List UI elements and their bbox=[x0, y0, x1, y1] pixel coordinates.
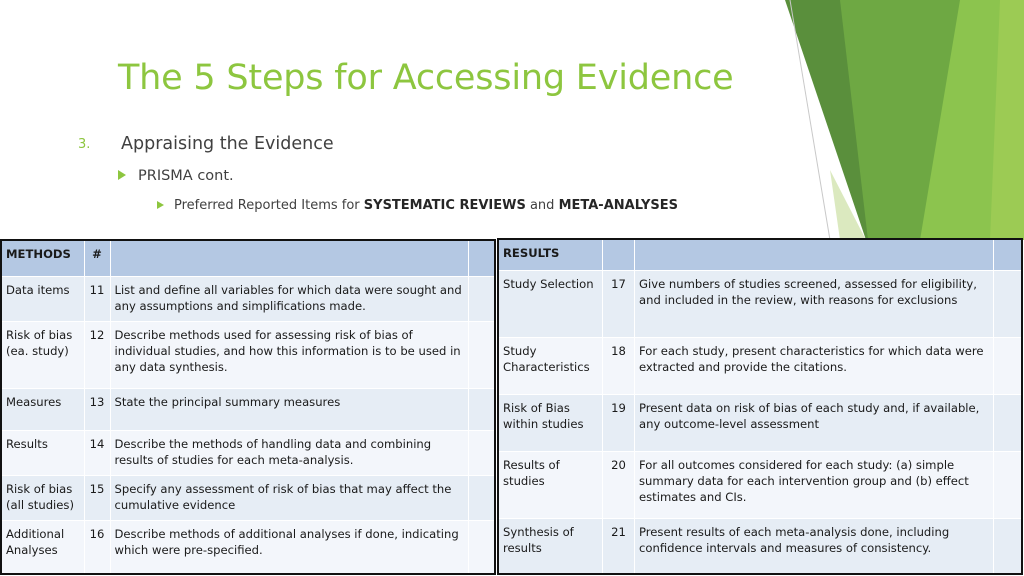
table-row bbox=[498, 451, 1022, 518]
empty-cell bbox=[994, 518, 1022, 574]
description-cell: Describe methods used for assessing risk of bias of individual studies, and how this information is to be used in any data synthesis. bbox=[110, 321, 468, 388]
item-number-cell: 13 bbox=[84, 388, 110, 430]
bullet-level1-text: Appraising the Evidence bbox=[121, 134, 334, 154]
table-row bbox=[498, 270, 1022, 337]
empty-cell bbox=[468, 321, 495, 388]
section-cell: Measures bbox=[1, 388, 84, 430]
section-cell: Synthesis of results bbox=[498, 518, 602, 574]
section-cell: Study Characteristics bbox=[498, 337, 602, 394]
description-cell: Present data on risk of bias of each study and, if available, any outcome-level assessment bbox=[635, 394, 994, 451]
section-cell: Results bbox=[1, 430, 84, 475]
description-cell: Give numbers of studies screened, assessed for eligibility, and included in the review, with reasons for exclusions bbox=[635, 270, 994, 337]
triangle-bullet-icon bbox=[157, 201, 164, 209]
section-cell: Results of studies bbox=[498, 451, 602, 518]
table-row bbox=[1, 520, 495, 574]
header-cell bbox=[602, 239, 634, 270]
header-cell: METHODS bbox=[1, 240, 84, 276]
bullet-level2-text: PRISMA cont. bbox=[138, 168, 234, 184]
item-number-cell: 11 bbox=[84, 276, 110, 321]
item-number-cell: 20 bbox=[602, 451, 634, 518]
description-cell: State the principal summary measures bbox=[110, 388, 468, 430]
header-cell bbox=[468, 240, 495, 276]
bullet-level3-bold-systematic: SYSTEMATIC REVIEWS bbox=[363, 198, 526, 213]
description-cell: Describe the methods of handling data and combining results of studies for each meta-analysis. bbox=[110, 430, 468, 475]
empty-cell bbox=[468, 276, 495, 321]
item-number-cell: 14 bbox=[84, 430, 110, 475]
header-cell bbox=[635, 239, 994, 270]
description-cell: Present results of each meta-analysis done, including confidence intervals and measures of consistency. bbox=[635, 518, 994, 574]
table-row bbox=[1, 321, 495, 388]
item-number-cell: 15 bbox=[84, 475, 110, 520]
methods-table bbox=[0, 239, 496, 575]
table-row bbox=[498, 518, 1022, 574]
table-row bbox=[1, 430, 495, 475]
description-cell: Specify any assessment of risk of bias that may affect the cumulative evidence bbox=[110, 475, 468, 520]
description-cell: Describe methods of additional analyses if done, indicating which were pre-specified. bbox=[110, 520, 468, 574]
empty-cell bbox=[468, 475, 495, 520]
slide-title: The 5 Steps for Accessing Evidence bbox=[118, 58, 734, 98]
section-cell: Risk of Bias within studies bbox=[498, 394, 602, 451]
description-cell: List and define all variables for which data were sought and any assumptions and simplifications made. bbox=[110, 276, 468, 321]
empty-cell bbox=[468, 388, 495, 430]
bullet-level2 bbox=[118, 168, 234, 184]
header-cell bbox=[994, 239, 1022, 270]
bullet-level3-mid: and bbox=[525, 198, 559, 213]
description-cell: For each study, present characteristics for which data were extracted and provide the citations. bbox=[635, 337, 994, 394]
empty-cell bbox=[994, 394, 1022, 451]
header-cell: # bbox=[84, 240, 110, 276]
item-number-cell: 18 bbox=[602, 337, 634, 394]
section-cell: Risk of bias (all studies) bbox=[1, 475, 84, 520]
item-number-cell: 21 bbox=[602, 518, 634, 574]
item-number-cell: 17 bbox=[602, 270, 634, 337]
empty-cell bbox=[994, 451, 1022, 518]
bullet-level3 bbox=[157, 198, 678, 213]
table-row bbox=[1, 388, 495, 430]
bullet-number: 3. bbox=[78, 137, 91, 152]
table-row bbox=[1, 276, 495, 321]
empty-cell bbox=[468, 430, 495, 475]
item-number-cell: 16 bbox=[84, 520, 110, 574]
triangle-bullet-icon bbox=[118, 170, 126, 180]
empty-cell bbox=[468, 520, 495, 574]
section-cell: Risk of bias (ea. study) bbox=[1, 321, 84, 388]
table-row bbox=[498, 337, 1022, 394]
item-number-cell: 12 bbox=[84, 321, 110, 388]
empty-cell bbox=[994, 337, 1022, 394]
empty-cell bbox=[994, 270, 1022, 337]
bullet-level3-prefix: Preferred Reported Items for bbox=[174, 198, 364, 213]
bullet-level1 bbox=[78, 134, 334, 154]
section-cell: Study Selection bbox=[498, 270, 602, 337]
results-table bbox=[497, 238, 1023, 575]
table-header-row bbox=[1, 240, 495, 276]
bullet-level3-bold-meta: META-ANALYSES bbox=[558, 198, 678, 213]
header-cell bbox=[110, 240, 468, 276]
item-number-cell: 19 bbox=[602, 394, 634, 451]
section-cell: Additional Analyses bbox=[1, 520, 84, 574]
table-row bbox=[1, 475, 495, 520]
table-row bbox=[498, 394, 1022, 451]
section-cell: Data items bbox=[1, 276, 84, 321]
header-cell: RESULTS bbox=[498, 239, 602, 270]
description-cell: For all outcomes considered for each study: (a) simple summary data for each intervention group and (b) effect estimates and CIs. bbox=[635, 451, 994, 518]
table-header-row bbox=[498, 239, 1022, 270]
